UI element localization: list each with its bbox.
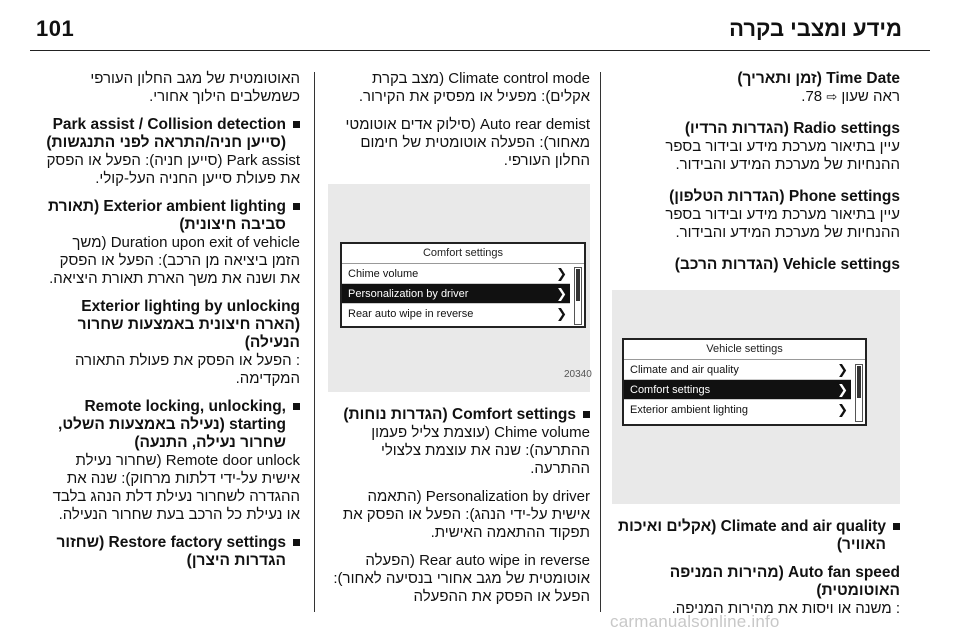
scrollbar[interactable] xyxy=(574,267,582,325)
scrollbar-thumb[interactable] xyxy=(576,269,580,301)
phone-settings-body: עיין בתיאור מערכת מידע ובידור בספר ההנחיות של מערכת המידע והבידור. xyxy=(665,206,900,241)
menu-item-comfort-settings[interactable]: Comfort settings ❯ xyxy=(624,380,851,400)
auto-rear-demist-body: Auto rear demist (סילוק אדים אוטומטי מאחור): הפעלה אוטומטית של חימום החלון העורפי. xyxy=(345,116,590,169)
chevron-right-icon: ❯ xyxy=(556,286,567,301)
vehicle-settings-screen xyxy=(622,338,867,426)
page-reference[interactable]: 78. xyxy=(801,88,823,105)
park-assist-body: Park assist (סייען חניה): הפעל או הפסק את פעולת סייען החניה העל-קולי. xyxy=(46,152,300,187)
right-column xyxy=(612,70,900,628)
remote-unlock-body: Remote door unlock (שחרור נעילת אישית על-ידי דלתות מרחוק): שנה את ההגדרה לשחרור נעילת דלת הנהג בלבד או נעילת כל הרכב בעת שחרור הנעילה. xyxy=(52,452,300,523)
comfort-settings-screen xyxy=(340,242,586,328)
comfort-settings-heading: Comfort settings (הגדרות נוחות) xyxy=(328,406,590,424)
vehicle-settings-figure xyxy=(612,290,900,504)
chevron-right-icon: ❯ xyxy=(837,382,848,397)
climate-mode-body: Climate control mode (מצב בקרת אקלים): מפעיל או מפסיק את הקירור. xyxy=(358,70,590,105)
bullet-square-icon xyxy=(583,411,590,418)
bullet-square-icon xyxy=(893,523,900,530)
auto-fan-speed-body: : משנה או ויסות את מהירות המניפה. xyxy=(671,600,900,617)
remote-locking-heading: Remote locking, unlocking, starting (נעילה באמצעות השלט, שחרור נעילה, התנעה) xyxy=(42,398,300,452)
bullet-square-icon xyxy=(293,539,300,546)
scrollbar-thumb[interactable] xyxy=(857,366,861,398)
chevron-right-icon: ❯ xyxy=(556,266,567,281)
screen-title: Vehicle settings xyxy=(624,340,865,360)
personalization-body: Personalization by driver (התאמה אישית על-ידי הנהג): הפעל או הפסק את תפקוד ההתאמה האישית. xyxy=(342,488,590,541)
chevron-right-icon: ❯ xyxy=(837,402,848,417)
menu-item-exterior-lighting[interactable]: Exterior ambient lighting ❯ xyxy=(624,400,851,420)
scrollbar[interactable] xyxy=(855,364,863,422)
exterior-lighting-heading: Exterior ambient lighting (תאורת סביבה חיצונית) xyxy=(42,198,300,234)
menu-item-personalization[interactable]: Personalization by driver ❯ xyxy=(342,284,570,304)
climate-air-quality-heading: Climate and air quality (אקלים ואיכות האוויר) xyxy=(612,518,900,554)
unlock-lighting-body: : הפעל או הפסק את פעולת התאורה המקדימה. xyxy=(75,352,300,387)
restore-factory-heading: Restore factory settings (שחזור הגדרות היצרן) xyxy=(42,534,300,570)
menu-item-chime-volume[interactable]: Chime volume ❯ xyxy=(342,264,570,284)
radio-settings-heading: Radio settings (הגדרות הרדיו) xyxy=(684,120,900,137)
vehicle-settings-heading: Vehicle settings (הגדרות הרכב) xyxy=(674,256,900,273)
chime-volume-body: Chime volume (עוצמת צליל פעמון ההתרעה): שנה את עוצמת צלצולי ההתרעה. xyxy=(371,424,590,477)
time-date-heading: Time Date (זמן ותאריך) xyxy=(737,70,900,87)
page-reference-arrow-icon: ⇨ xyxy=(826,89,838,104)
bullet-square-icon xyxy=(293,121,300,128)
screen-title: Comfort settings xyxy=(342,244,584,264)
rear-wiper-intro: האוטומטית של מגב החלון העורפי כשמשלבים הילוך אחורי. xyxy=(90,70,300,105)
menu-item-rear-auto-wipe[interactable]: Rear auto wipe in reverse ❯ xyxy=(342,304,570,324)
radio-settings-body: עיין בתיאור מערכת מידע ובידור בספר ההנחיות של מערכת המידע והבידור. xyxy=(665,138,900,173)
column-divider-left xyxy=(314,72,315,612)
bullet-square-icon xyxy=(293,403,300,410)
figure-code: 20340 xyxy=(564,369,592,380)
chevron-right-icon: ❯ xyxy=(837,362,848,377)
comfort-settings-figure xyxy=(328,184,590,392)
auto-fan-speed-heading: Auto fan speed (מהירות המניפה האוטומטית) xyxy=(669,564,900,599)
left-column xyxy=(42,70,300,570)
duration-exit-body: Duration upon exit of vehicle (משך הזמן ביציאה מן הרכב): הפעל או הפסק את ושנה את משך הארת תאורת היציאה. xyxy=(49,234,300,287)
column-divider-right xyxy=(600,72,601,612)
rear-auto-wipe-body: Rear auto wipe in reverse (הפעלה אוטומטית של מגב אחורי בנסיעה לאחור): הפעל או הפסק את ההפעלה xyxy=(333,552,590,605)
menu-item-climate-air-quality[interactable]: Climate and air quality ❯ xyxy=(624,360,851,380)
time-date-ref: ראה שעון ⇨ 78. xyxy=(801,88,900,105)
chevron-right-icon: ❯ xyxy=(556,306,567,321)
page-title: מידע ומצבי בקרה xyxy=(729,16,902,41)
park-assist-heading: Park assist / Collision detection (סייען חניה/התראה לפני התנגשות) xyxy=(42,116,300,152)
header-rule xyxy=(30,50,930,51)
unlock-lighting-heading: Exterior lighting by unlocking (הארה חיצונית באמצעות שחרור הנעילה) xyxy=(77,298,300,351)
phone-settings-heading: Phone settings (הגדרות הטלפון) xyxy=(669,188,900,205)
watermark: carmanualsonline.info xyxy=(610,612,780,631)
page-number: 101 xyxy=(36,16,75,41)
bullet-square-icon xyxy=(293,203,300,210)
middle-column xyxy=(328,70,590,616)
